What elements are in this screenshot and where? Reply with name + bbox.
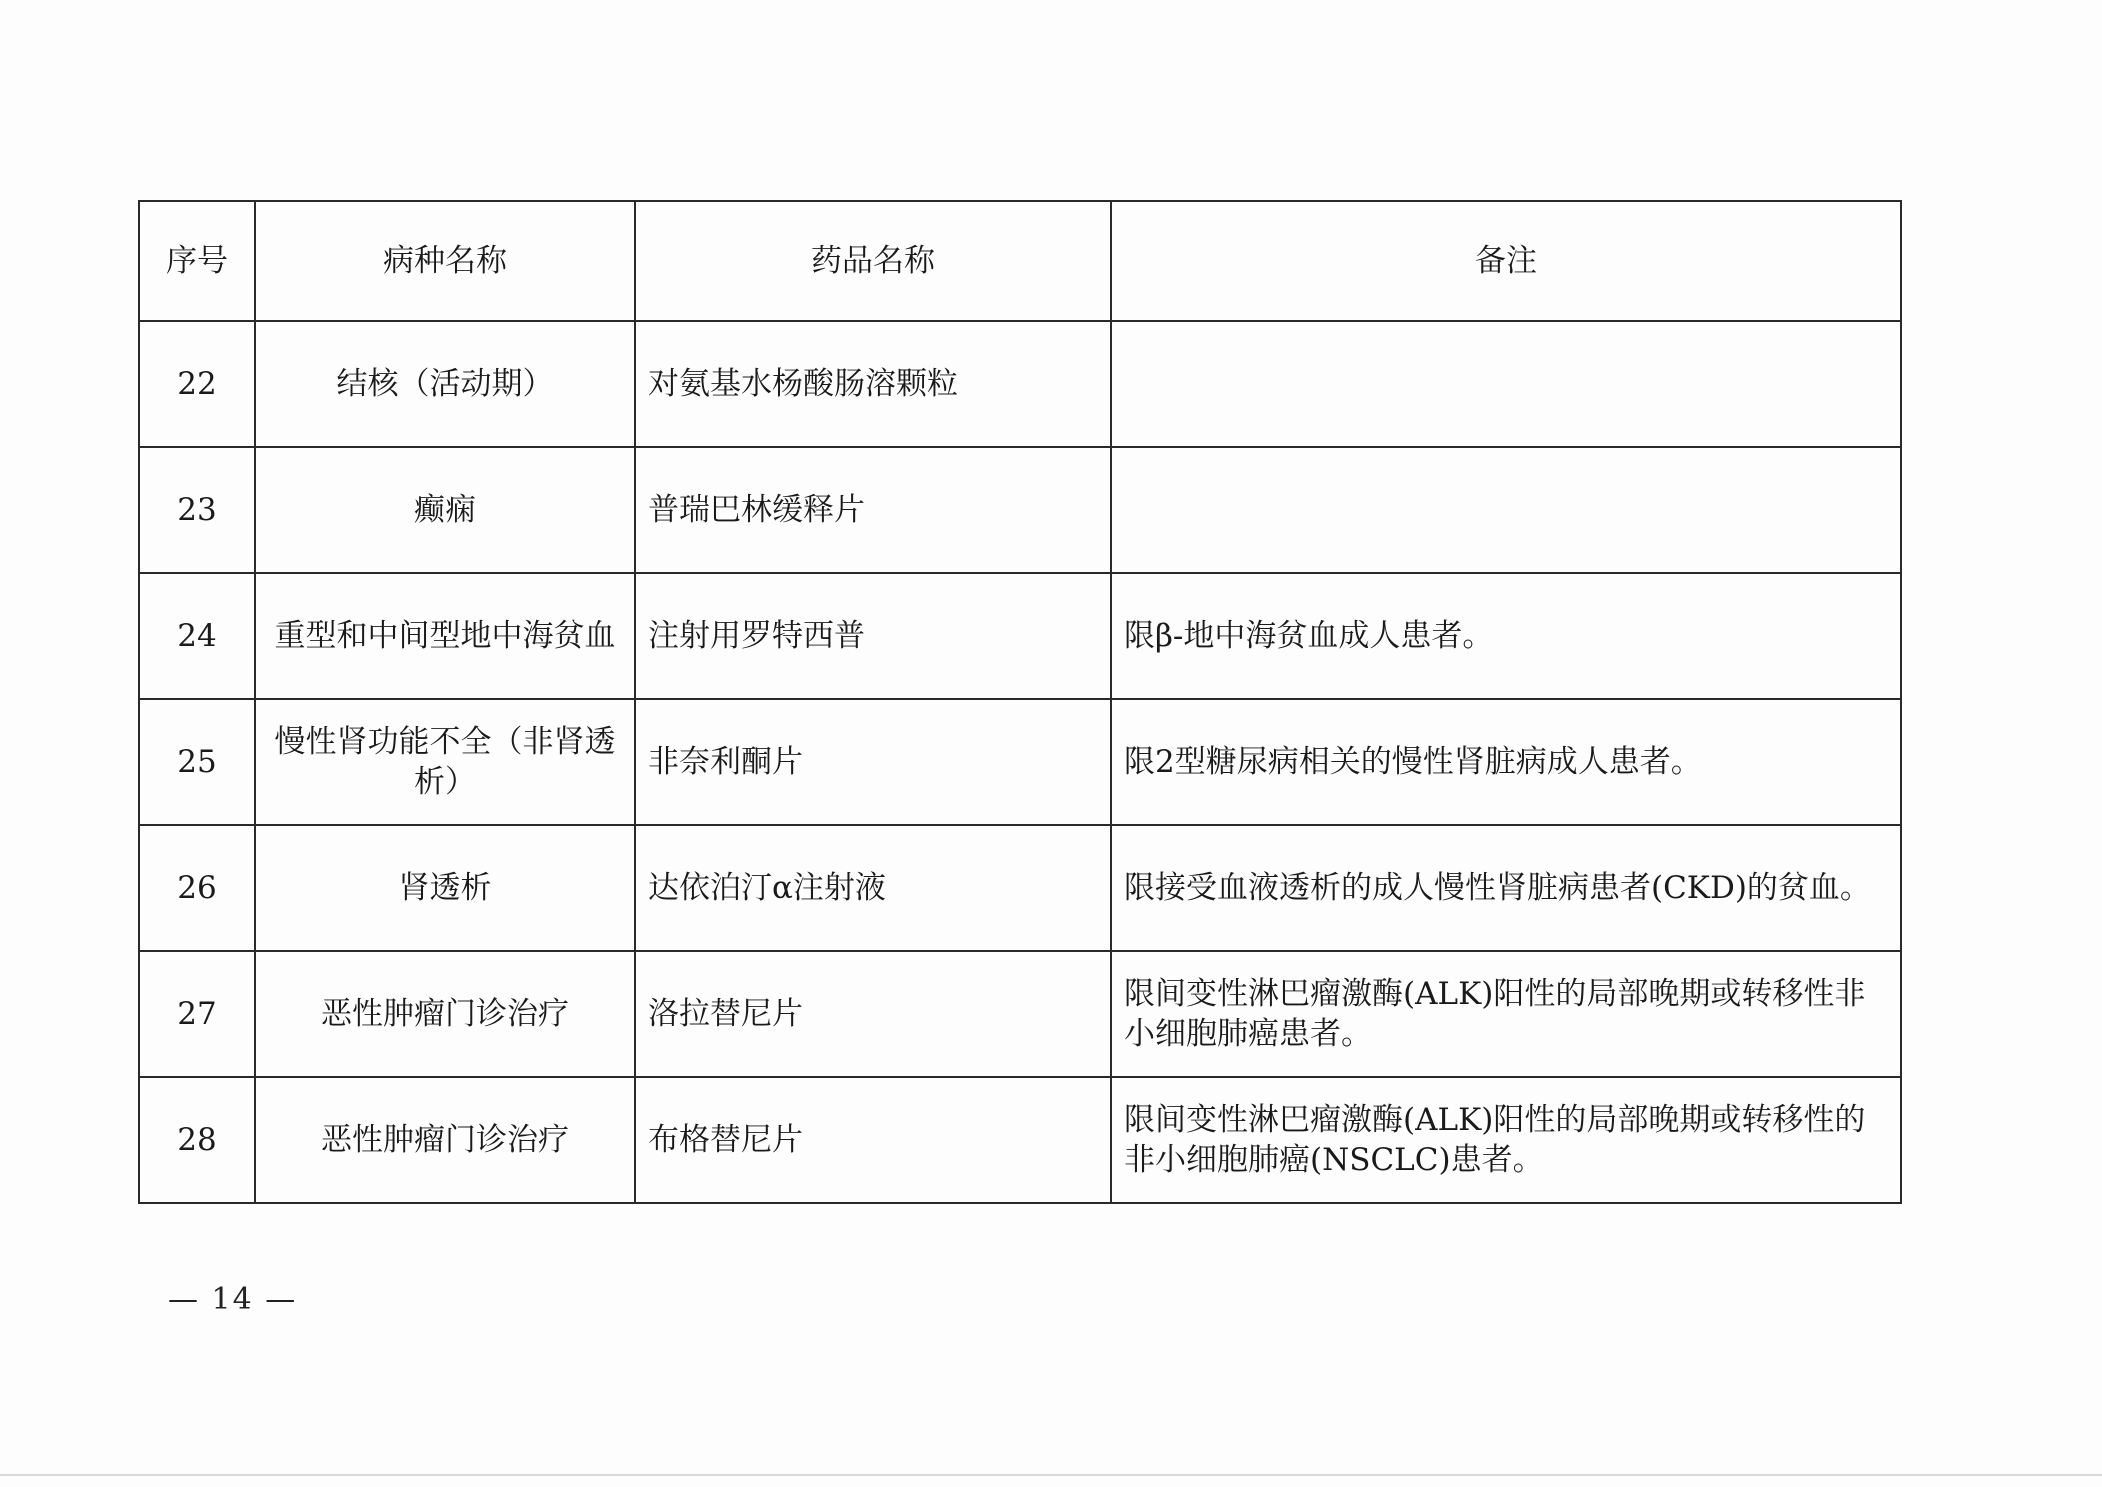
page-number: — 14 — (168, 1282, 298, 1317)
cell-note: 限β-地中海贫血成人患者。 (1111, 573, 1901, 699)
cell-drug: 普瑞巴林缓释片 (635, 447, 1111, 573)
drug-list-table (138, 200, 1902, 1204)
cell-seq: 28 (139, 1077, 255, 1203)
cell-seq: 27 (139, 951, 255, 1077)
cell-seq: 26 (139, 825, 255, 951)
cell-note: 限间变性淋巴瘤激酶(ALK)阳性的局部晚期或转移性的非小细胞肺癌(NSCLC)患者。 (1111, 1077, 1901, 1203)
cell-note: 限间变性淋巴瘤激酶(ALK)阳性的局部晚期或转移性非小细胞肺癌患者。 (1111, 951, 1901, 1077)
cell-seq: 25 (139, 699, 255, 825)
header-note: 备注 (1111, 201, 1901, 321)
cell-drug: 注射用罗特西普 (635, 573, 1111, 699)
cell-disease: 重型和中间型地中海贫血 (255, 573, 635, 699)
cell-note (1111, 321, 1901, 447)
cell-drug: 布格替尼片 (635, 1077, 1111, 1203)
table-row (139, 699, 1901, 825)
cell-seq: 22 (139, 321, 255, 447)
page-bottom-edge (0, 1474, 2102, 1476)
cell-seq: 23 (139, 447, 255, 573)
cell-seq: 24 (139, 573, 255, 699)
cell-disease: 恶性肿瘤门诊治疗 (255, 951, 635, 1077)
table-row (139, 321, 1901, 447)
cell-disease: 肾透析 (255, 825, 635, 951)
cell-drug: 洛拉替尼片 (635, 951, 1111, 1077)
table-row (139, 573, 1901, 699)
header-drug: 药品名称 (635, 201, 1111, 321)
header-disease: 病种名称 (255, 201, 635, 321)
header-seq: 序号 (139, 201, 255, 321)
cell-drug: 达依泊汀α注射液 (635, 825, 1111, 951)
cell-disease: 慢性肾功能不全（非肾透析） (255, 699, 635, 825)
table-row (139, 447, 1901, 573)
cell-drug: 对氨基水杨酸肠溶颗粒 (635, 321, 1111, 447)
table-row (139, 825, 1901, 951)
table-row (139, 1077, 1901, 1203)
cell-note (1111, 447, 1901, 573)
cell-note: 限接受血液透析的成人慢性肾脏病患者(CKD)的贫血。 (1111, 825, 1901, 951)
table-row (139, 951, 1901, 1077)
cell-disease: 癫痫 (255, 447, 635, 573)
table-header-row (139, 201, 1901, 321)
cell-disease: 恶性肿瘤门诊治疗 (255, 1077, 635, 1203)
cell-disease: 结核（活动期） (255, 321, 635, 447)
cell-drug: 非奈利酮片 (635, 699, 1111, 825)
cell-note: 限2型糖尿病相关的慢性肾脏病成人患者。 (1111, 699, 1901, 825)
